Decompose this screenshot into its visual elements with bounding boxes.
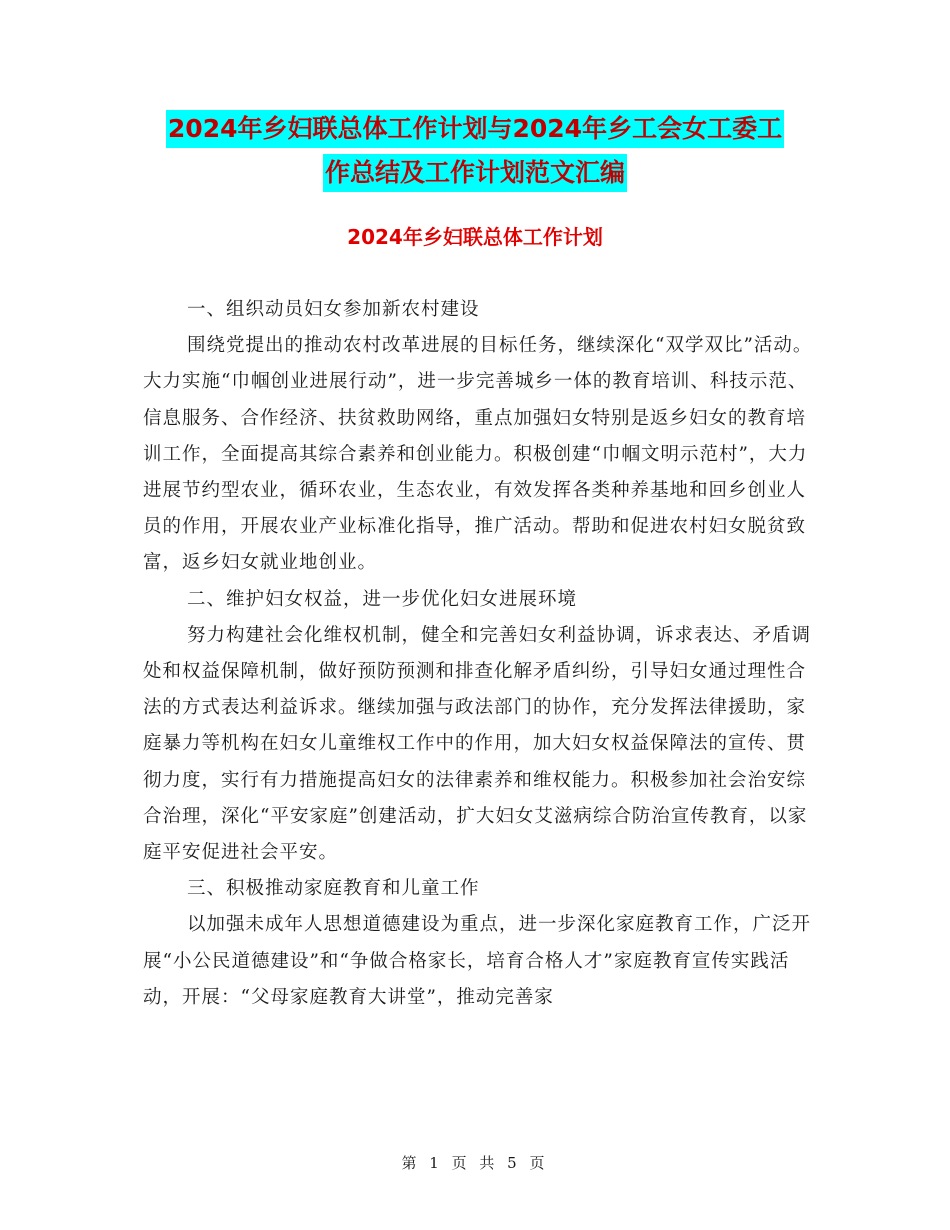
section-heading-1: 一、组织动员妇女参加新农村建设 (187, 299, 480, 320)
section-heading-3: 三、积极推动家庭教育和儿童工作 (187, 878, 480, 900)
document-body (143, 292, 815, 1016)
section-paragraph-3: 以加强未成年人思想道德建设为重点，进一步深化家庭教育工作，广泛开展“小公民道德建设”和“争做合格家长，培育合格人才”家庭教育宣传实践活动，开展：“父母家庭教育大讲堂”，推动完善家 (143, 914, 812, 1008)
section-paragraph-2: 努力构建社会化维权机制，健全和完善妇女利益协调，诉求表达、矛盾调处和权益保障机制，做好预防预测和排查化解矛盾纠纷，引导妇女通过理性合法的方式表达利益诉求。继续加强与政法部门的协作，充分发挥法律援助，家庭暴力等机构在妇女儿童维权工作中的作用，加大妇女权益保障法的宣传、贯彻力度，实行有力措施提高妇女的法律素养和维权能力。积极参加社会治安综合治理，深化“平安家庭”创建活动，扩大妇女艾滋病综合防治宣传教育，以家庭平安促进社会平安。 (143, 624, 812, 864)
section-title: 2024年乡妇联总体工作计划 (347, 225, 603, 249)
title-line-1: 2024年乡妇联总体工作计划与2024年乡工会女工委工 (166, 110, 784, 148)
page-footer: 第 1 页 共 5 页 (401, 1154, 549, 1172)
title-line-2: 作总结及工作计划范文汇编 (323, 154, 627, 192)
section-heading-2: 二、维护妇女权益，进一步优化妇女进展环境 (187, 588, 578, 610)
section-paragraph-1: 围绕党提出的推动农村改革进展的目标任务，继续深化“双学双比”活动。大力实施“巾帼创业进展行动”，进一步完善城乡一体的教育培训、科技示范、信息服务、合作经济、扶贫救助网络，重点加强妇女特别是返乡妇女的教育培训工作，全面提高其综合素养和创业能力。积极创建“巾帼文明示范村”，大力进展节约型农业，循环农业，生态农业，有效发挥各类种养基地和回乡创业人员的作用，开展农业产业标准化指导，推广活动。帮助和促进农村妇女脱贫致富，返乡妇女就业地创业。 (143, 335, 813, 574)
document-title (0, 110, 950, 198)
